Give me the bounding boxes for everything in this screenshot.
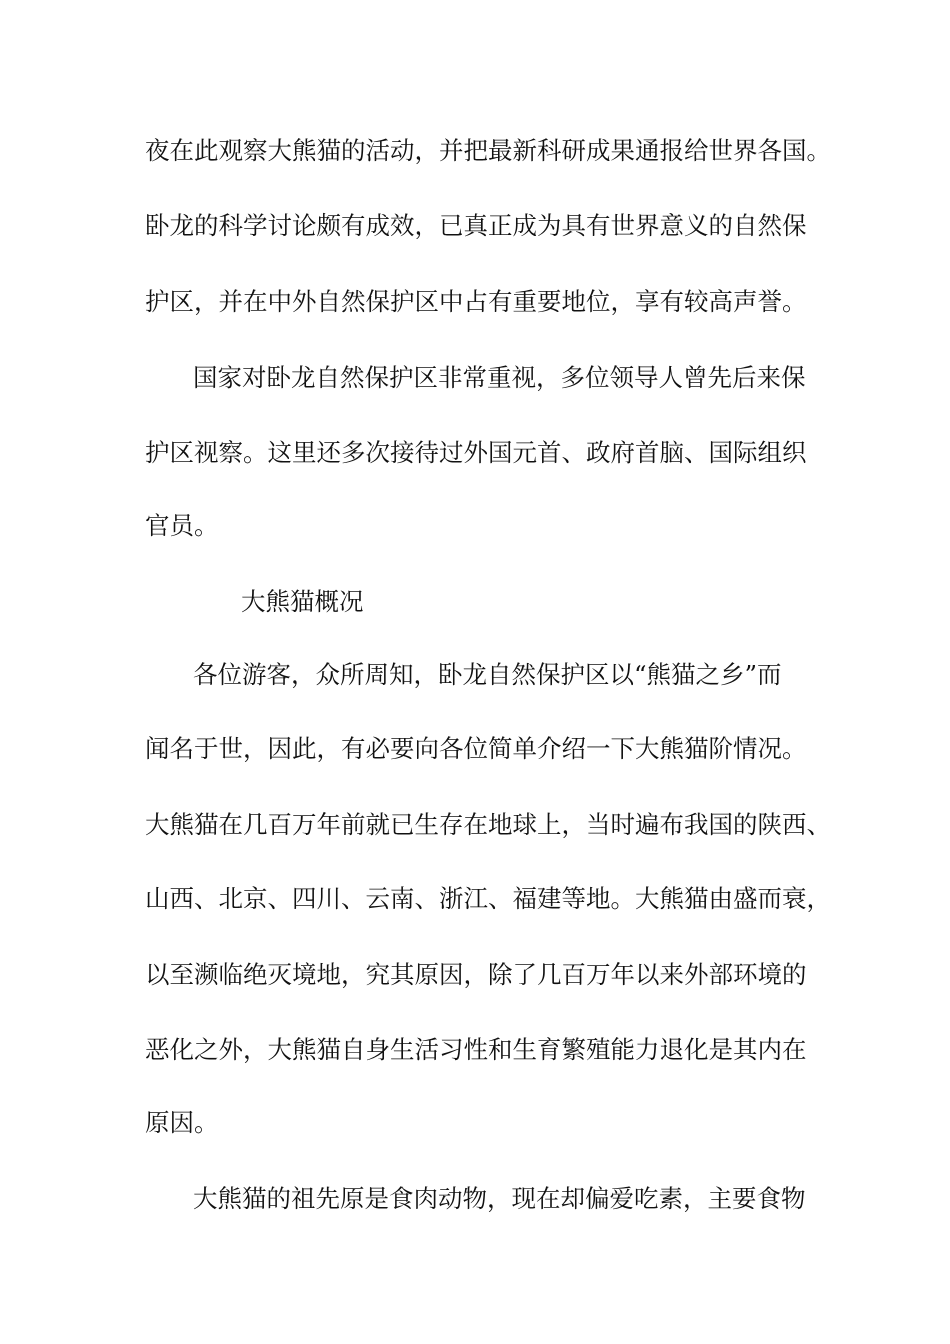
text-line: 山西、北京、四川、云南、浙江、福建等地。大熊猫由盛而衰， — [145, 884, 831, 913]
paragraph-first-line: 大熊猫的祖先原是食肉动物，现在却偏爱吃素，主要食物 — [193, 1184, 806, 1213]
text-line: 原因。 — [145, 1108, 219, 1137]
text-line: 卧龙的科学讨论颇有成效，已真正成为具有世界意义的自然保 — [145, 211, 807, 240]
text-line: 闻名于世，因此，有必要向各位简单介绍一下大熊猫阶情况。 — [145, 734, 807, 763]
paragraph-first-line: 各位游客，众所周知，卧龙自然保护区以“熊猫之乡”而 — [193, 660, 782, 689]
text-line: 以至濒临绝灭境地，究其原因，除了几百万年以来外部环境的 — [145, 960, 807, 989]
paragraph-first-line: 国家对卧龙自然保护区非常重视，多位领导人曾先后来保 — [193, 363, 806, 392]
text-line: 夜在此观察大熊猫的活动，并把最新科研成果通报给世界各国。 — [145, 136, 831, 165]
section-heading: 大熊猫概况 — [241, 587, 364, 616]
text-line: 护区视察。这里还多次接待过外国元首、政府首脑、国际组织 — [145, 438, 807, 467]
text-line: 护区，并在中外自然保护区中占有重要地位，享有较高声誉。 — [145, 287, 807, 316]
text-line: 官员。 — [145, 511, 219, 540]
text-line: 大熊猫在几百万年前就已生存在地球上，当时遍布我国的陕西、 — [145, 810, 831, 839]
text-line: 恶化之外，大熊猫自身生活习性和生育繁殖能力退化是其内在 — [145, 1035, 807, 1064]
